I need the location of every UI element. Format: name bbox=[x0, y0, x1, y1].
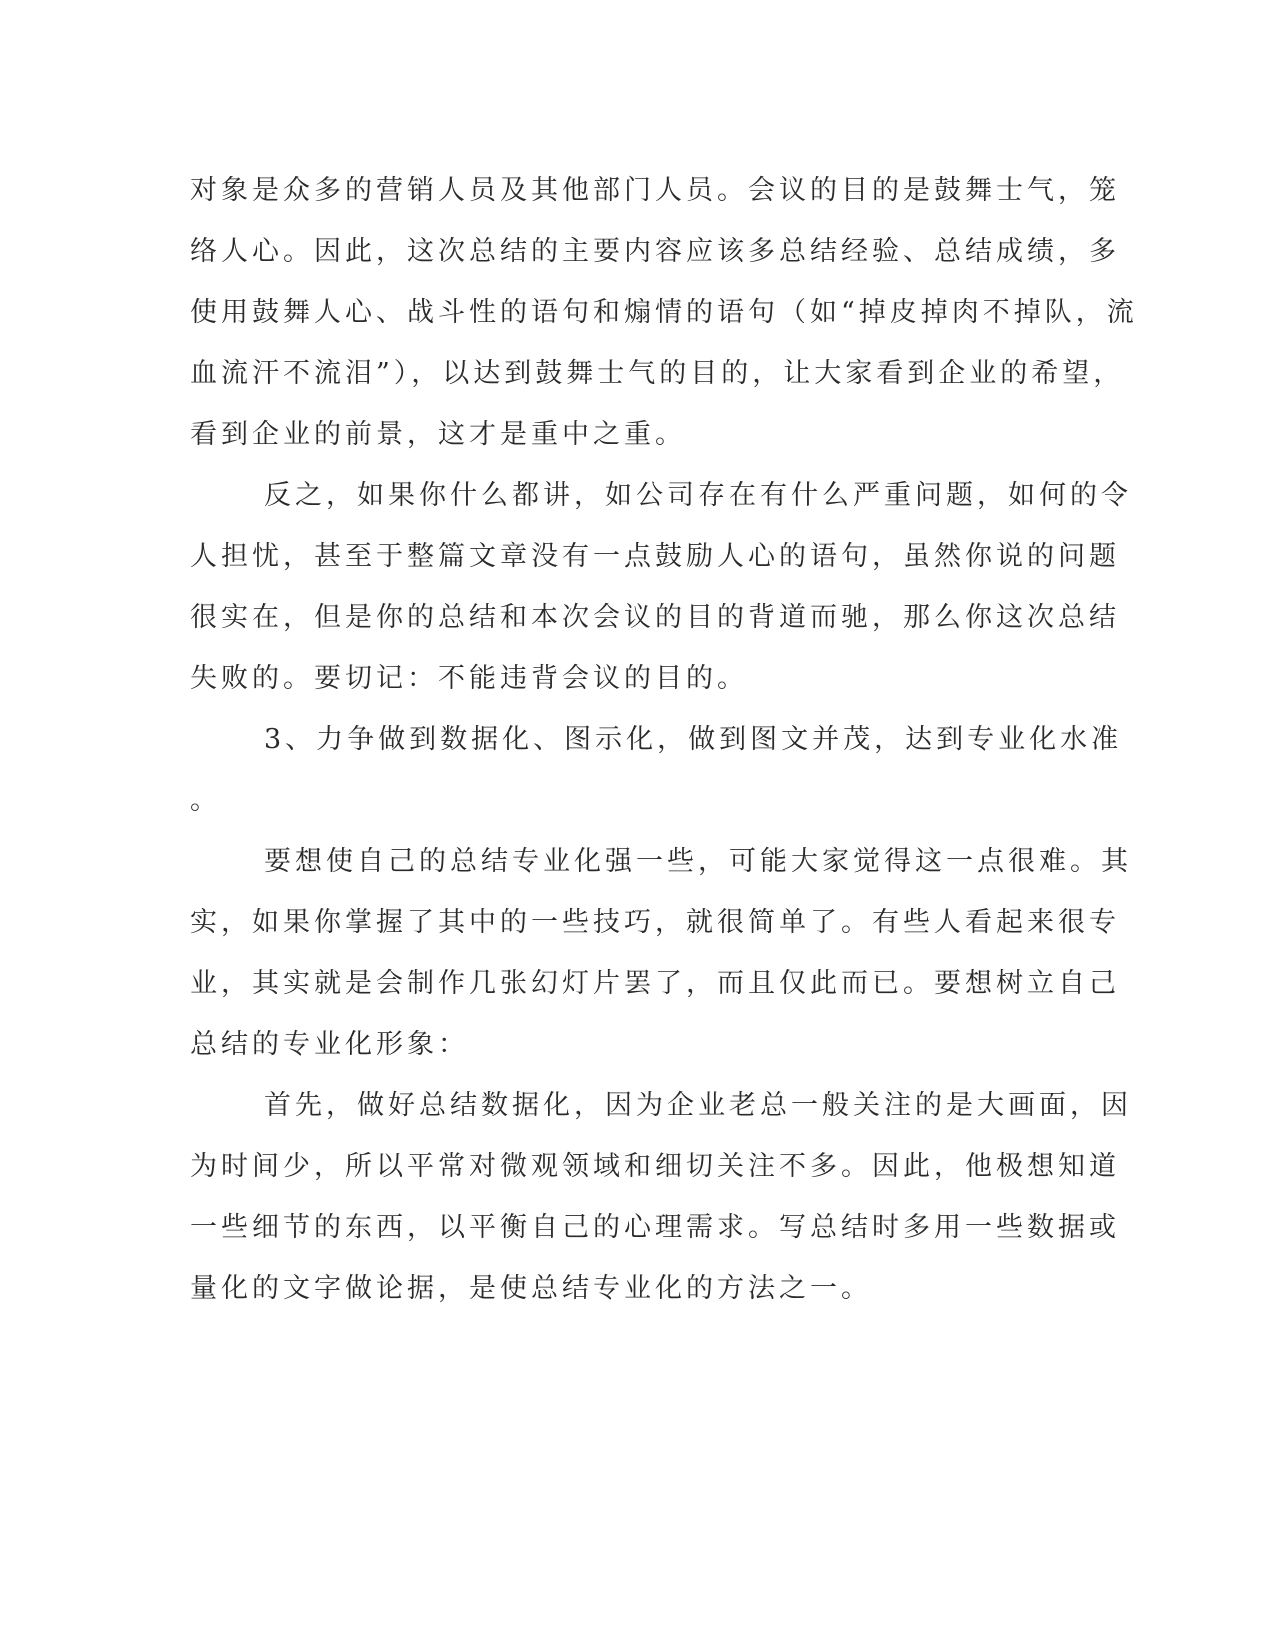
text-line: 。 bbox=[190, 785, 221, 816]
text-line: 反之，如果你什么都讲，如公司存在有什么严重问题，如何的令 bbox=[264, 480, 1132, 511]
text-line: 络人心。因此，这次总结的主要内容应该多总结经验、总结成绩，多 bbox=[190, 236, 1120, 267]
text-line: 要想使自己的总结专业化强一些，可能大家觉得这一点很难。其 bbox=[264, 846, 1132, 877]
text-line: 量化的文字做论据，是使总结专业化的方法之一。 bbox=[190, 1273, 872, 1304]
text-line: 看到企业的前景，这才是重中之重。 bbox=[190, 419, 686, 450]
text-line: 一些细节的东西，以平衡自己的心理需求。写总结时多用一些数据或 bbox=[190, 1212, 1120, 1243]
text-line: 很实在，但是你的总结和本次会议的目的背道而驰，那么你这次总结 bbox=[190, 602, 1120, 633]
paragraph-professional-image bbox=[190, 831, 1132, 1075]
text-line: 使用鼓舞人心、战斗性的语句和煽情的语句（如“掉皮掉肉不掉队，流 bbox=[190, 297, 1138, 328]
text-line: 对象是众多的营销人员及其他部门人员。会议的目的是鼓舞士气，笼 bbox=[190, 175, 1120, 206]
text-line: 首先，做好总结数据化，因为企业老总一般关注的是大画面，因 bbox=[264, 1090, 1132, 1121]
paragraph-data-driven bbox=[190, 1075, 1132, 1319]
text-line: 血流汗不流泪”），以达到鼓舞士气的目的，让大家看到企业的希望， bbox=[190, 358, 1125, 389]
text-line: 实，如果你掌握了其中的一些技巧，就很简单了。有些人看起来很专 bbox=[190, 907, 1120, 938]
paragraph-counterexample bbox=[190, 465, 1132, 709]
text-line: 总结的专业化形象： bbox=[190, 1029, 469, 1060]
text-line: 3、力争做到数据化、图示化，做到图文并茂，达到专业化水准 bbox=[264, 724, 1123, 755]
text-line: 业，其实就是会制作几张幻灯片罢了，而且仅此而已。要想树立自己 bbox=[190, 968, 1120, 999]
section-heading-3 bbox=[190, 709, 1123, 831]
text-line: 人担忧，甚至于整篇文章没有一点鼓励人心的语句，虽然你说的问题 bbox=[190, 541, 1120, 572]
text-line: 为时间少，所以平常对微观领域和细切关注不多。因此，他极想知道 bbox=[190, 1151, 1120, 1182]
text-line: 失败的。要切记：不能违背会议的目的。 bbox=[190, 663, 748, 694]
document-body bbox=[190, 160, 1138, 1319]
paragraph-meeting-purpose bbox=[190, 160, 1138, 465]
